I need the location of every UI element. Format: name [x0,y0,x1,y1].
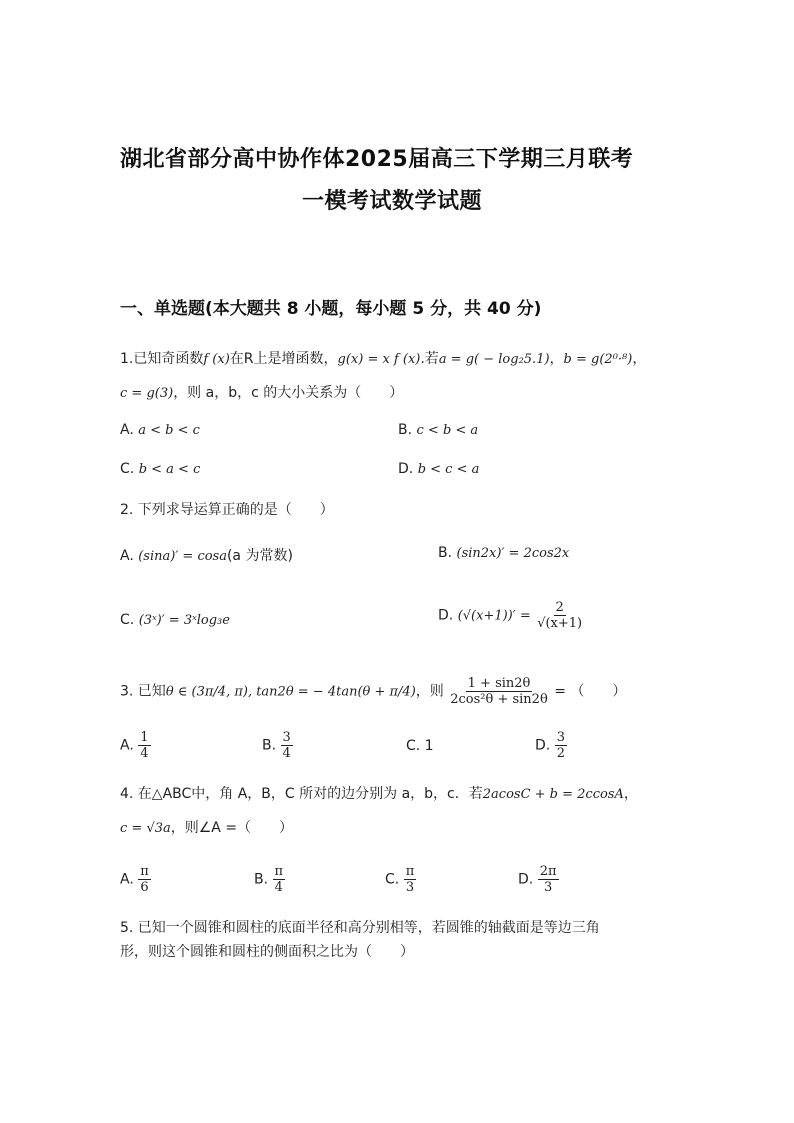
question-5-line1: 5. 已知一个圆锥和圆柱的底面半径和高分别相等，若圆锥的轴截面是等边三角 [120,920,600,936]
q1-c-def: c = g(3) [120,386,174,401]
q1-a-def: a = g( − log₂5.1) [438,352,550,367]
q1-comma1: ， [549,351,564,367]
q1-option-c [120,461,200,477]
q3-option-c: C. 1 [406,738,434,754]
option-fraction [138,864,151,895]
fraction-numerator: 2π [539,864,557,879]
option-fraction [555,730,567,761]
q3-option-b [262,730,293,761]
q4-text-b: ，则∠A =（ ） [170,820,294,836]
q3-fraction [448,676,550,707]
fraction-numerator: π [140,864,149,879]
q4-condition: 2acosC + b = 2ccosA [482,787,624,802]
q1-comma2: ， [632,351,647,367]
fraction-denominator: 3 [405,880,415,895]
option-label: D. [398,461,414,477]
q4-text-a: 4. 在△ABC中，角 A，B，C 所对的边分别为 a，b，c．若 [120,786,483,802]
option-math: (3ˣ)′ = 3ˣlog₃e [138,613,230,628]
section-heading: 一、单选题(本大题共 8 小题，每小题 5 分，共 40 分) [120,299,542,319]
option-label: D. [438,607,454,624]
q1-text-c: .若 [420,351,439,367]
option-math: (sin2x)′ = 2cos2x [456,546,570,561]
q2-optD-fraction [535,600,584,631]
option-math: b < a < c [138,462,201,477]
question-5-line2: 形，则这个圆锥和圆柱的侧面积之比为（ ） [120,944,414,960]
q2-option-a [120,545,293,565]
fraction-denominator: 6 [140,880,149,895]
q4-option-b [254,864,285,895]
fraction-numerator: 1 + sin2θ [467,676,531,691]
q3-equals: = [554,683,566,700]
page-title-line2: 一模考试数学试题 [302,189,483,214]
fraction-numerator: π [274,864,284,879]
q3-option-a [120,730,151,761]
q1-b-def: b = g(2⁰·⁸) [563,352,633,367]
fraction-denominator: 4 [282,746,291,761]
option-fraction [138,730,150,761]
fraction-denominator: 4 [140,746,149,761]
q4-option-a [120,864,151,895]
q2-option-c [120,612,230,628]
q1-text-d: ，则 a，b，c 的大小关系为（ ） [173,385,404,401]
q4-option-c [385,864,416,895]
q3-text-b: ，则 [415,683,444,700]
q2-option-d [438,600,584,631]
question-4-stem-line2 [120,818,293,839]
question-4-stem [120,784,638,805]
option-label: A. [120,422,134,438]
q3-blank: （ ） [570,683,627,700]
fraction-denominator: 2 [556,746,565,761]
fraction-numerator: 3 [556,730,565,745]
fraction-denominator: √(x+1) [537,616,583,631]
option-label: B. [254,871,269,888]
option-label: A. [120,737,134,754]
q3-text-a: 3. 已知 [120,683,166,700]
option-label: B. [438,545,453,561]
option-fraction [538,864,559,895]
q1-fx: f (x) [203,352,230,367]
q3-option-d [535,730,567,761]
fraction-denominator: 3 [543,880,553,895]
option-fraction [273,864,286,895]
question-1-stem [120,349,680,370]
option-note: (a 为常数) [226,548,293,564]
page-title-line1: 湖北省部分高中协作体2025届高三下学期三月联考 [120,147,634,172]
q1-text-b: 在R上是增函数， [229,351,338,367]
option-math: c < b < a [416,423,479,438]
q4-comma: ， [623,786,638,802]
q2-option-b [438,545,569,561]
q1-text-a: 1.已知奇函数 [120,351,204,367]
q1-option-d [398,461,479,477]
option-label: A. [120,548,134,564]
question-1-stem-line2 [120,383,403,404]
fraction-numerator: 2 [555,600,564,615]
option-fraction [281,730,293,761]
fraction-denominator: 4 [274,880,283,895]
option-label: B. [262,737,277,754]
option-label: C. [385,871,400,888]
option-math: a < b < c [138,423,200,438]
question-3-stem [120,676,626,707]
option-label: D. [535,737,551,754]
option-label: B. [398,422,413,438]
fraction-numerator: 3 [282,730,291,745]
option-math: (sina)′ = cosa [138,549,227,564]
option-label: C. [120,461,135,477]
option-label: D. [518,871,534,888]
q1-option-a [120,422,200,438]
q4-c-def: c = √3a [120,821,171,836]
q3-condition: θ ∈ (3π/4, π), tan2θ = − 4tan(θ + π/4) [165,684,416,700]
q4-option-d [518,864,559,895]
option-label: A. [120,871,134,888]
option-label: C. [120,612,135,628]
option-math: (√(x+1))′ = [457,608,531,624]
option-math: b < c < a [417,462,480,477]
fraction-numerator: π [405,864,415,879]
fraction-denominator: 2cos²θ + sin2θ [450,692,548,707]
q1-gx: g(x) = x f (x) [337,352,421,367]
option-fraction [404,864,417,895]
fraction-numerator: 1 [140,730,149,745]
question-2-stem: 2. 下列求导运算正确的是（ ） [120,502,334,518]
q1-option-b [398,422,478,438]
